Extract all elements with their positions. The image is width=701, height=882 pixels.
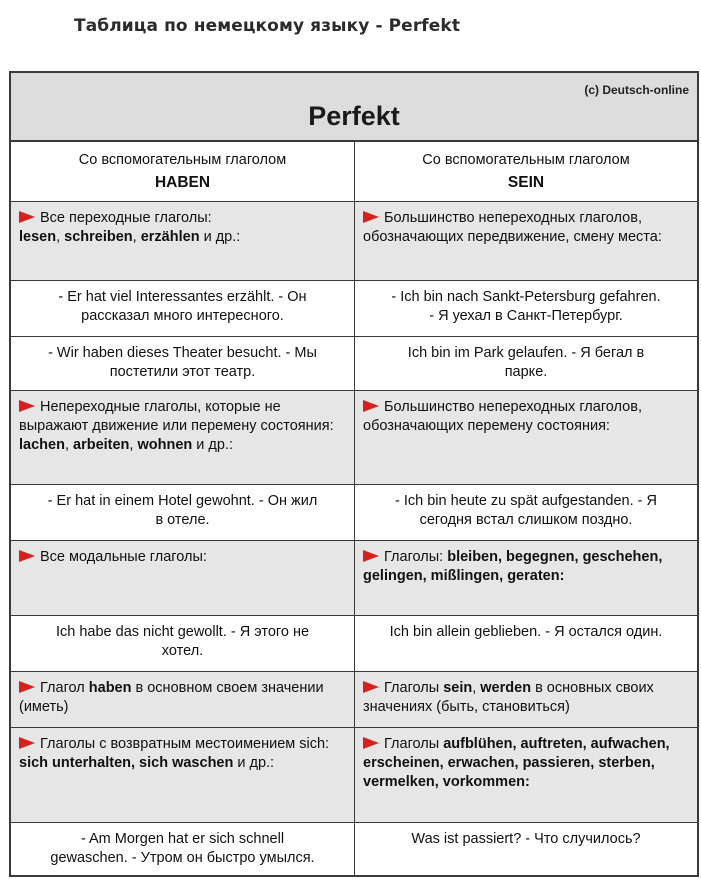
- red-arrow-icon: [19, 737, 35, 749]
- red-arrow-icon: [363, 211, 379, 223]
- example-cell-haben: - Wir haben dieses Theater besucht. - Мы постетили этот театр.: [48, 345, 317, 380]
- perfekt-table: [9, 71, 699, 877]
- example-cell-haben: - Am Morgen hat er sich schnell gewaschen. - Утром он быстро умылся.: [50, 831, 315, 866]
- red-arrow-icon: [363, 400, 379, 412]
- rule-cell-haben: Глагол haben в основном своем значении (иметь): [19, 680, 324, 715]
- rule-cell-haben: Все переходные глаголы: lesen, schreiben, erzählen и др.:: [19, 210, 241, 245]
- example-cell-haben: - Er hat viel Interessantes erzählt. - Он рассказал много интересного.: [58, 289, 307, 324]
- table-row: [11, 672, 697, 728]
- example-cell-sein: Was ist passiert? - Что случилось?: [354, 823, 697, 875]
- red-arrow-icon: [19, 550, 35, 562]
- red-arrow-icon: [363, 737, 379, 749]
- rule-cell-haben: Все модальные глаголы:: [11, 541, 354, 615]
- table-row: [11, 202, 697, 281]
- rule-cell-sein: Глаголы: bleiben, begegnen, geschehen, gelingen, mißlingen, geraten:: [354, 541, 697, 615]
- red-arrow-icon: [19, 400, 35, 412]
- column-header-haben: Со вспомогательным глаголом HABEN: [78, 152, 287, 191]
- rule-cell-sein: Глаголы sein, werden в основных своих значениях (быть, становиться): [354, 672, 697, 727]
- table-title: Perfekt: [308, 101, 400, 131]
- column-header-row: [11, 142, 697, 202]
- example-cell-sein: Ich bin im Park gelaufen. - Я бегал в парке.: [354, 337, 697, 390]
- table-row: [11, 616, 697, 672]
- red-arrow-icon: [19, 681, 35, 693]
- table-row: [11, 337, 697, 391]
- rule-cell-sein: Глаголы aufblühen, auftreten, aufwachen, erscheinen, erwachen, passieren, sterben, vermelken, vorkommen:: [354, 728, 697, 822]
- example-cell-sein: - Ich bin nach Sankt-Petersburg gefahren. - Я уехал в Санкт-Петербург.: [354, 281, 697, 336]
- page-title: Таблица по немецкому языку - Perfekt: [74, 16, 461, 36]
- copyright-label: (c) Deutsch-online: [584, 83, 689, 97]
- example-cell-sein: - Ich bin heute zu spät aufgestanden. - Я сегодня встал слишком поздно.: [354, 485, 697, 540]
- rule-cell-sein: Большинство непереходных глаголов, обозначающих передвижение, смену места:: [354, 202, 697, 280]
- table-row: [11, 823, 697, 875]
- red-arrow-icon: [363, 550, 379, 562]
- column-header-sein: Со вспомогательным глаголом SEIN: [354, 142, 697, 201]
- table-row: [11, 281, 697, 337]
- table-row: [11, 541, 697, 616]
- example-cell-haben: - Er hat in einem Hotel gewohnt. - Он жил в отеле.: [47, 493, 318, 528]
- table-row: [11, 728, 697, 823]
- table-row: [11, 485, 697, 541]
- red-arrow-icon: [19, 211, 35, 223]
- red-arrow-icon: [363, 681, 379, 693]
- table-row: [11, 391, 697, 485]
- table-header: [11, 73, 697, 142]
- example-cell-sein: Ich bin allein geblieben. - Я остался один.: [354, 616, 697, 671]
- example-cell-haben: Ich habe das nicht gewollt. - Я этого не хотел.: [55, 624, 310, 659]
- rule-cell-haben: Непереходные глаголы, которые не выражают движение или перемену состояния: lachen, arbeiten, wohnen и др.:: [19, 399, 334, 453]
- rule-cell-haben: Глаголы с возвратным местоимением sich: sich unterhalten, sich waschen и др.:: [19, 736, 330, 771]
- rule-cell-sein: Большинство непереходных глаголов, обозначающих перемену состояния:: [354, 391, 697, 484]
